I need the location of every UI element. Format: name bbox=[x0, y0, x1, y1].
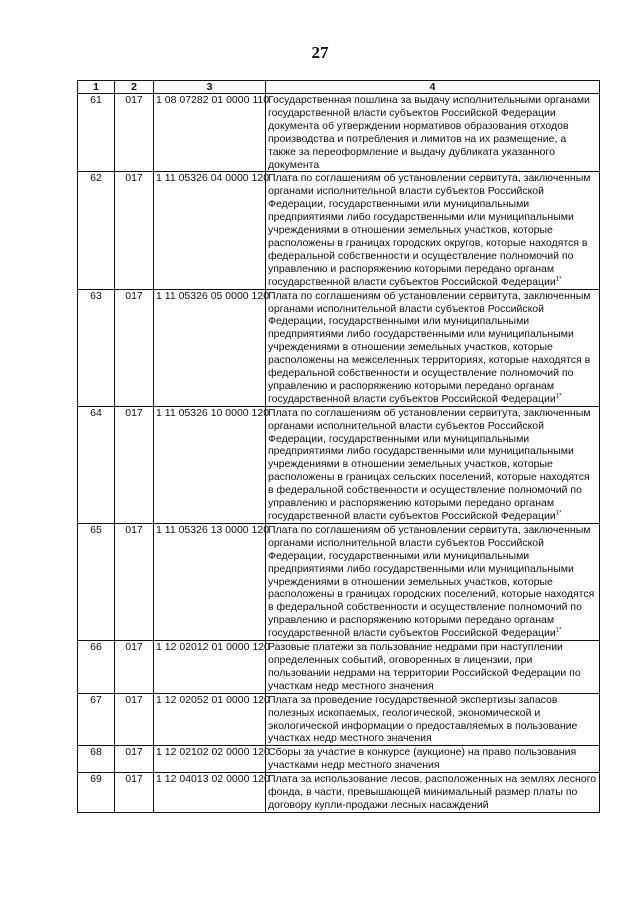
table-row bbox=[78, 289, 600, 406]
description-text: Плата по соглашениям об установлении сервитута, заключенным органами исполнительной власти субъектов Российской Федерации, государственными или муниципальными предприятиями либо государственными или муниципальными учреждениями в отношении земельных участков, которые расположены в границах городских поселений, которые находятся в федеральной собственности и осуществление полномочий по управлению и распоряжению которыми передано органам государственной власти субъектов Российской Федерации bbox=[268, 523, 595, 640]
row-number-cell: 61 bbox=[78, 94, 115, 172]
footnote-marker: 1* bbox=[555, 627, 562, 634]
admin-code-cell: 017 bbox=[115, 94, 154, 172]
budget-code-cell: 1 12 02102 02 0000 120 bbox=[154, 746, 266, 773]
table-row bbox=[78, 693, 600, 746]
table-row bbox=[78, 746, 600, 773]
table-row bbox=[78, 406, 600, 523]
row-number-cell: 65 bbox=[78, 523, 115, 640]
revenue-codes-table bbox=[77, 80, 600, 813]
budget-code-cell: 1 11 05326 10 0000 120 bbox=[154, 406, 266, 523]
row-number-cell: 63 bbox=[78, 289, 115, 406]
description-cell bbox=[266, 746, 600, 773]
budget-code-cell: 1 11 05326 04 0000 120 bbox=[154, 172, 266, 289]
description-cell bbox=[266, 406, 600, 523]
budget-code-cell: 1 11 05326 13 0000 120 bbox=[154, 523, 266, 640]
admin-code-cell: 017 bbox=[115, 773, 154, 813]
description-text: Сборы за участие в конкурсе (аукционе) на право пользования участками недр местного значения bbox=[268, 746, 577, 772]
table-row bbox=[78, 523, 600, 640]
description-text: Плата за проведение государственной экспертизы запасов полезных ископаемых, геологической, экономической и экологической информации о предоставляемых в пользование участках недр местного значения bbox=[268, 693, 578, 745]
description-text: Государственная пошлина за выдачу исполнительными органами государственной власти субъектов Российской Федерации документа об утверждении нормативов образования отходов производства и потребления и лимитов на их размещение, а также за переоформление и выдачу дубликата указанного документа bbox=[268, 94, 590, 171]
description-cell bbox=[266, 94, 600, 172]
row-number-cell: 69 bbox=[78, 773, 115, 813]
table-row bbox=[78, 773, 600, 813]
column-header-2: 2 bbox=[115, 81, 154, 94]
admin-code-cell: 017 bbox=[115, 172, 154, 289]
page-number: 27 bbox=[311, 43, 329, 62]
admin-code-cell: 017 bbox=[115, 746, 154, 773]
description-text: Плата за использование лесов, расположенных на землях лесного фонда, в части, превышающей минимальный размер платы по договору купли-продажи лесных насаждений bbox=[268, 773, 597, 811]
row-number-cell: 64 bbox=[78, 406, 115, 523]
footnote-marker: 1* bbox=[555, 510, 562, 517]
footnote-marker: 1* bbox=[555, 393, 562, 400]
row-number-cell: 68 bbox=[78, 746, 115, 773]
description-cell bbox=[266, 641, 600, 694]
budget-code-cell: 1 12 02052 01 0000 120 bbox=[154, 693, 266, 746]
table-row bbox=[78, 172, 600, 289]
budget-code-cell: 1 12 04013 02 0000 120 bbox=[154, 773, 266, 813]
description-cell bbox=[266, 289, 600, 406]
description-text: Плата по соглашениям об установлении сервитута, заключенным органами исполнительной власти субъектов Российской Федерации, государственными или муниципальными предприятиями либо государственными или муниципальными учреждениями в отношении земельных участков, которые расположены в границах сельских поселений, которые находятся в федеральной собственности и осуществление полномочий по управлению и распоряжению которыми передано органам государственной власти субъектов Российской Федерации bbox=[268, 406, 591, 522]
description-cell bbox=[266, 172, 600, 289]
column-header-4: 4 bbox=[266, 81, 600, 94]
description-text: Плата по соглашениям об установлении сервитута, заключенным органами исполнительной власти субъектов Российской Федерации, государственными или муниципальными предприятиями либо государственными или муниципальными учреждениями в отношении земельных участков, которые расположены в границах городских округов, которые находятся в федеральной собственности и осуществление полномочий по управлению и распоряжению которыми передано органам государственной власти субъектов Российской Федерации bbox=[268, 172, 591, 288]
budget-code-cell: 1 08 07282 01 0000 110 bbox=[154, 94, 266, 172]
description-text: Разовые платежи за пользование недрами при наступлении определенных событий, оговоренных в лицензии, при пользовании недрами на территории Российской Федерации по участкам недр местного значения bbox=[268, 641, 581, 692]
admin-code-cell: 017 bbox=[115, 523, 154, 640]
table-row bbox=[78, 641, 600, 694]
description-cell bbox=[266, 523, 600, 640]
admin-code-cell: 017 bbox=[115, 693, 154, 746]
admin-code-cell: 017 bbox=[115, 406, 154, 523]
table-row bbox=[78, 94, 600, 172]
row-number-cell: 62 bbox=[78, 172, 115, 289]
description-text: Плата по соглашениям об установлении сервитута, заключенным органами исполнительной власти субъектов Российской Федерации, государственными или муниципальными предприятиями либо государственными или муниципальными учреждениями в отношении земельных участков, которые расположены на межселенных территориях, которые находятся в федеральной собственности и осуществление полномочий по управлению и распоряжению которыми передано органам государственной власти субъектов Российской Федерации bbox=[268, 289, 591, 405]
row-number-cell: 67 bbox=[78, 693, 115, 746]
footnote-marker: 1* bbox=[555, 276, 562, 283]
column-header-1: 1 bbox=[78, 81, 115, 94]
budget-code-cell: 1 11 05326 05 0000 120 bbox=[154, 289, 266, 406]
description-cell bbox=[266, 693, 600, 746]
row-number-cell: 66 bbox=[78, 641, 115, 694]
description-cell bbox=[266, 773, 600, 813]
column-header-3: 3 bbox=[154, 81, 266, 94]
table-header-row bbox=[78, 81, 600, 94]
admin-code-cell: 017 bbox=[115, 641, 154, 694]
budget-code-cell: 1 12 02012 01 0000 120 bbox=[154, 641, 266, 694]
admin-code-cell: 017 bbox=[115, 289, 154, 406]
